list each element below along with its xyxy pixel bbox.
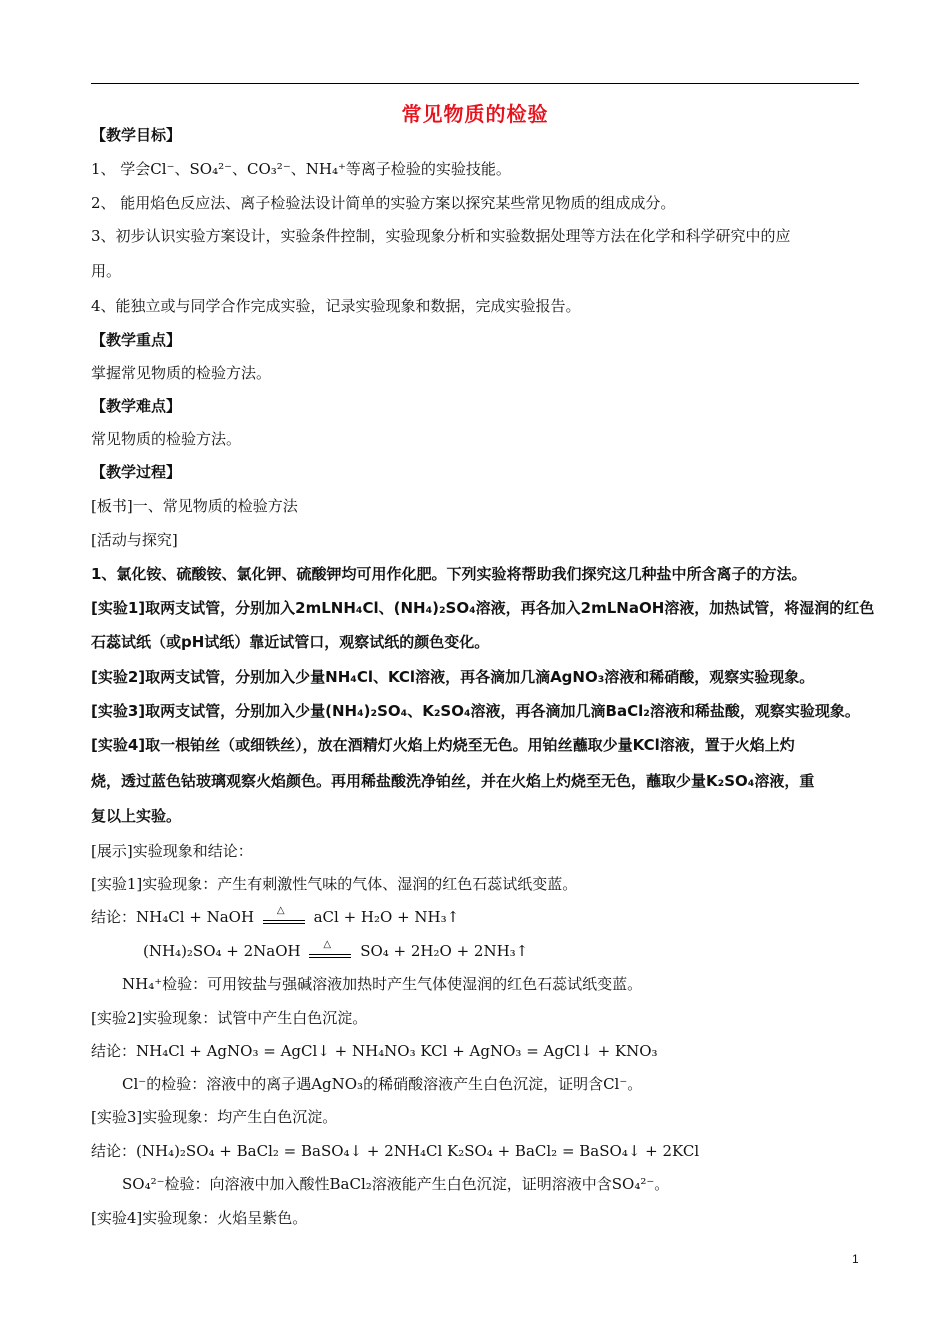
equation-1-left: 结论：NH₄Cl + NaOH [91,908,255,926]
results-header: [展示]实验现象和结论： [91,842,253,860]
key-points-text: 掌握常见物质的检验方法。 [91,364,272,382]
equation-3: 结论：NH₄Cl + AgNO₃ = AgCl↓ + NH₄NO₃ KCl + AgNO₃ = AgCl↓ + KNO₃ [91,1042,658,1060]
experiment-4-line-3: 复以上实验。 [91,807,182,825]
result-2: [实验2]实验现象：试管中产生白色沉淀。 [91,1009,368,1027]
heat-arrow-icon [263,905,305,927]
result-4: [实验4]实验现象：火焰呈紫色。 [91,1209,308,1227]
goal-3-line-2: 用。 [91,262,122,280]
nh4-test: NH₄⁺检验：可用铵盐与强碱溶液加热时产生气体使湿润的红色石蕊试纸变蓝。 [122,975,643,993]
activity-note: [活动与探究] [91,531,178,549]
experiment-2: [实验2]取两支试管，分别加入少量NH₄Cl、KCl溶液，再各滴加几滴AgNO₃溶液和稀硝酸，观察实验现象。 [91,668,815,686]
goal-2: 2、 能用焰色反应法、离子检验法设计简单的实验方案以探究某些常见物质的组成成分。 [91,194,676,212]
delta-symbol: △ [323,939,332,950]
experiment-4-line-1: [实验4]取一根铂丝（或细铁丝），放在酒精灯火焰上灼烧至无色。用铂丝蘸取少量KCl溶液，置于火焰上灼 [91,736,795,754]
cl-test: Cl⁻的检验：溶液中的离子遇AgNO₃的稀硝酸溶液产生白色沉淀，证明含Cl⁻。 [122,1075,643,1093]
page-number: 1 [852,1252,859,1266]
heat-arrow-icon [309,939,351,961]
delta-symbol: △ [276,905,285,916]
result-3: [实验3]实验现象：均产生白色沉淀。 [91,1108,338,1126]
equation-2-right: SO₄ + 2H₂O + 2NH₃↑ [360,942,529,960]
experiment-1-line-2: 石蕊试纸（或pH试纸）靠近试管口，观察试纸的颜色变化。 [91,633,490,651]
goals-header: 【教学目标】 [91,126,182,144]
equation-4: 结论：(NH₄)₂SO₄ + BaCl₂ = BaSO₄↓ + 2NH₄Cl K₂SO₄ + BaCl₂ = BaSO₄↓ + 2KCl [91,1142,700,1160]
experiment-3: [实验3]取两支试管，分别加入少量(NH₄)₂SO₄、K₂SO₄溶液，再各滴加几滴BaCl₂溶液和稀盐酸，观察实验现象。 [91,702,860,720]
process-header: 【教学过程】 [91,463,182,481]
bold-intro: 1、氯化铵、硫酸铵、氯化钾、硫酸钾均可用作化肥。下列实验将帮助我们探究这几种盐中所含离子的方法。 [91,565,807,583]
board-note: [板书]一、常见物质的检验方法 [91,497,298,515]
goal-3-line-1: 3、初步认识实验方案设计，实验条件控制，实验现象分析和实验数据处理等方法在化学和科学研究中的应 [91,227,791,245]
so4-test: SO₄²⁻检验：向溶液中加入酸性BaCl₂溶液能产生白色沉淀，证明溶液中含SO₄²⁻。 [122,1175,670,1193]
experiment-1-line-1: [实验1]取两支试管，分别加入2mLNH₄Cl、(NH₄)₂SO₄溶液，再各加入2mLNaOH溶液，加热试管，将湿润的红色 [91,599,875,617]
difficulty-text: 常见物质的检验方法。 [91,430,242,448]
equation-2-left: (NH₄)₂SO₄ + 2NaOH [143,942,301,960]
header-rule [91,83,859,84]
equation-1 [91,907,459,927]
key-points-header: 【教学重点】 [91,331,182,349]
goal-4: 4、能独立或与同学合作完成实验，记录实验现象和数据，完成实验报告。 [91,297,581,315]
result-1: [实验1]实验现象：产生有刺激性气味的气体、湿润的红色石蕊试纸变蓝。 [91,875,578,893]
page-title: 常见物质的检验 [401,102,549,126]
equation-2 [143,941,528,961]
equation-1-right: aCl + H₂O + NH₃↑ [313,908,460,926]
difficulty-header: 【教学难点】 [91,397,182,415]
goal-1: 1、 学会Cl⁻、SO₄²⁻、CO₃²⁻、NH₄⁺等离子检验的实验技能。 [91,160,511,178]
experiment-4-line-2: 烧，透过蓝色钴玻璃观察火焰颜色。再用稀盐酸洗净铂丝，并在火焰上灼烧至无色，蘸取少量K₂SO₄溶液，重 [91,772,815,790]
